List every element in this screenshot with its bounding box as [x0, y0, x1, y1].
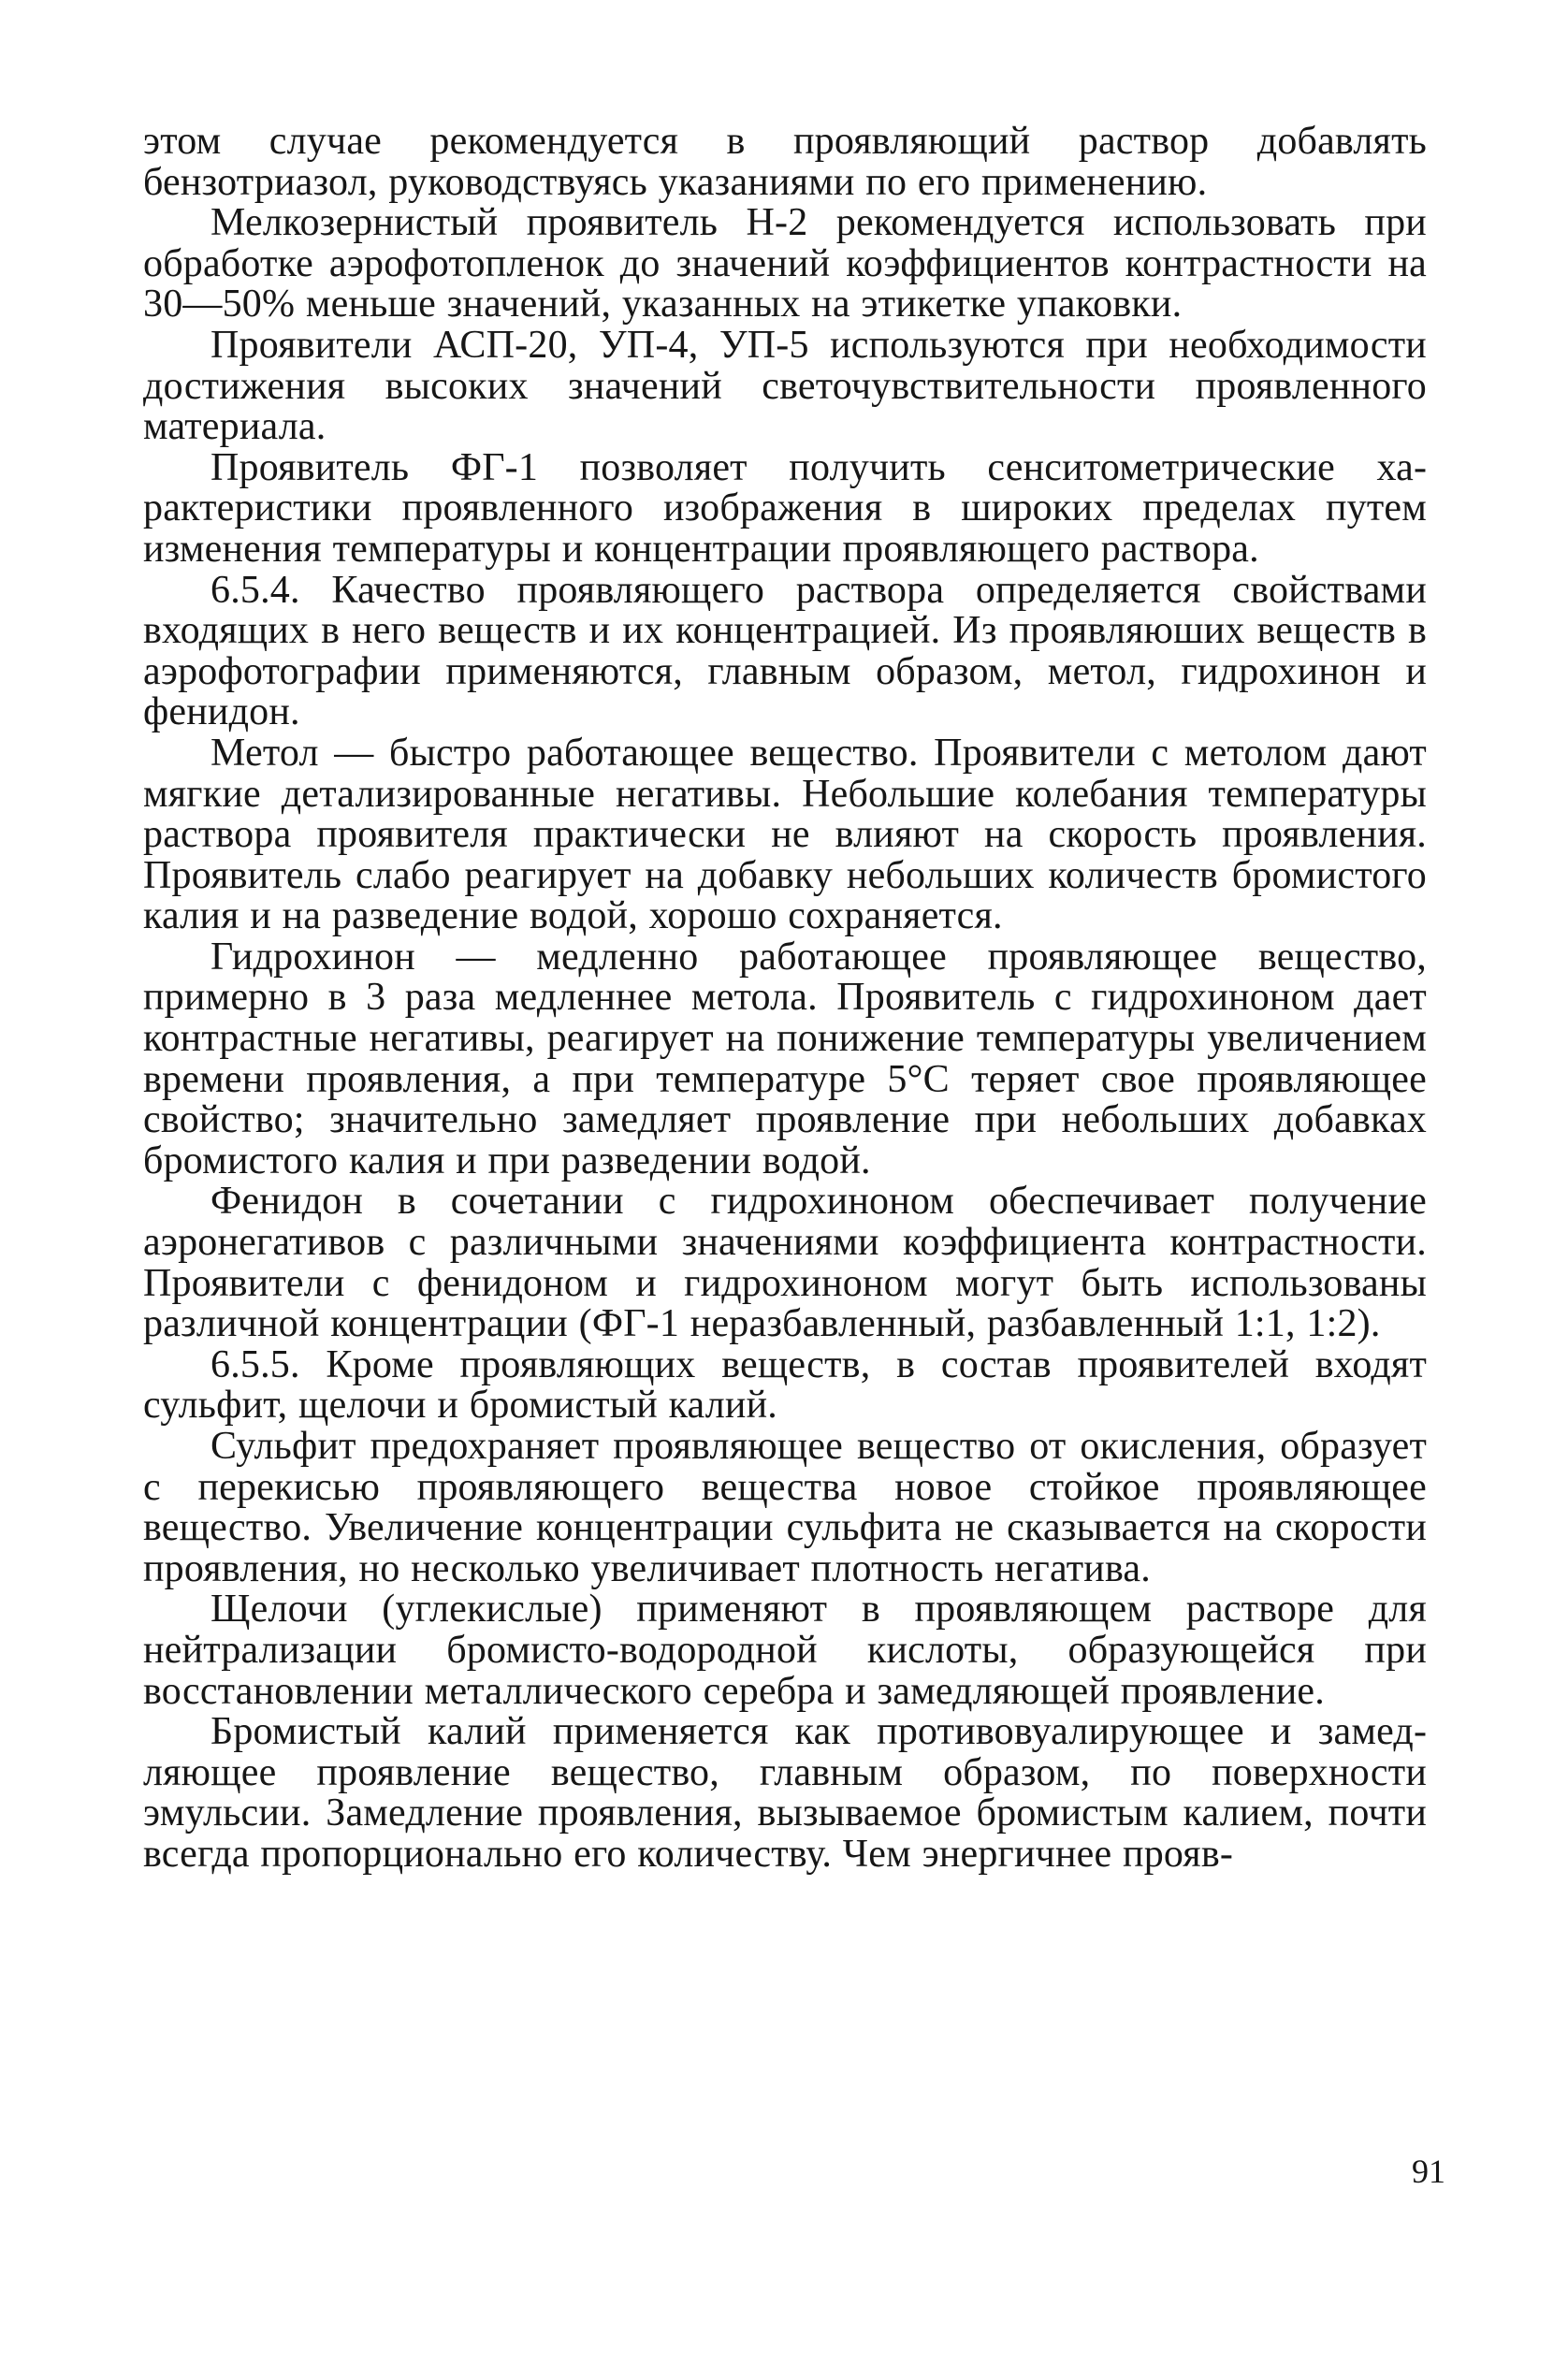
- paragraph-asp20-developers: Проявители АСП-20, УП-4, УП-5 используются при необходимости достижения высоких значений светочувствительности проявленного материала.: [143, 323, 1427, 449]
- paragraph-metol: Метол — быстро работающее вещество. Проявители с метолом дают мягкие детализированные негативы. Небольшие колебания температуры раствора проявителя практически не влияют на скорость проявления. Проявитель слабо реагирует на добавку небольших количеств бромистого калия и на разведение водой, хорошо сохраняется.: [143, 731, 1427, 938]
- paragraph-n2-developer: Мелкозернистый проявитель Н-2 рекомендуется использовать при обработке аэрофотопленок до значений коэффициентов контрастности на 30—50% меньше значений, указанных на этикетке упаковки.: [143, 201, 1427, 326]
- paragraph-fg1-developer: Проявитель ФГ-1 позволяет получить сенситометрические характеристики проявленного изображения в широких пределах путем изменения температуры и концентрации проявляющего раствора.: [143, 445, 1427, 571]
- paragraph-phenidone: Фенидон в сочетании с гидрохиноном обеспечивает получение аэронегативов с различными значениями коэффициента контрастности. Проявители с фенидоном и гидрохиноном могут быть использованы различной концентрации (ФГ-1 неразбавленный, разбавленный 1:1, 1:2).: [143, 1180, 1427, 1346]
- paragraph-potassium-bromide: Бромистый калий применяется как противовуалирующее и замедляющее проявление вещество, главным образом, по поверхности эмульсии. Замедление проявления, вызываемое бромистым калием, почти всегда пропорционально его количеству. Чем энергичнее прояв-: [143, 1710, 1427, 1876]
- paragraph-sulfite: Сульфит предохраняет проявляющее вещество от окисления, образует с перекисью проявляющего вещества новое стойкое проявляющее вещество. Увеличение концентрации сульфита не сказывается на скорости проявления, но несколько увеличивает плотность негатива.: [143, 1425, 1427, 1590]
- paragraph-continuation: этом случае рекомендуется в проявляющий раствор добавлять бензотриазол, руководствуясь указаниями по его применению.: [143, 120, 1427, 204]
- paragraph-alkali: Щелочи (углекислые) применяют в проявляющем растворе для нейтрализации бромисто-водородной кислоты, образующейся при восстановлении металлического серебра и замедляющей проявление.: [143, 1588, 1427, 1713]
- paragraph-section-6-5-5: 6.5.5. Кроме проявляющих веществ, в состав проявителей входят сульфит, щелочи и бромистый калий.: [143, 1342, 1427, 1428]
- paragraph-hydroquinone: Гидрохинон — медленно работающее проявляющее вещество, примерно в 3 раза медленнее метола. Проявитель с гидрохиноном дает контрастные негативы, реагирует на понижение температуры увеличением времени проявления, а при температуре 5°С теряет свое проявляющее свойство; значительно замедляет проявление при небольших добавках бромистого калия и при разведении водой.: [143, 935, 1427, 1182]
- page-number: 91: [1412, 2153, 1445, 2190]
- page-body: [143, 122, 1427, 1876]
- paragraph-section-6-5-4: 6.5.4. Качество проявляющего раствора определяется свойствами входящих в него веществ и их концентрацией. Из проявляюших веществ в аэрофотографии применяются, главным образом, метол, гидрохинон и фенидон.: [143, 568, 1427, 734]
